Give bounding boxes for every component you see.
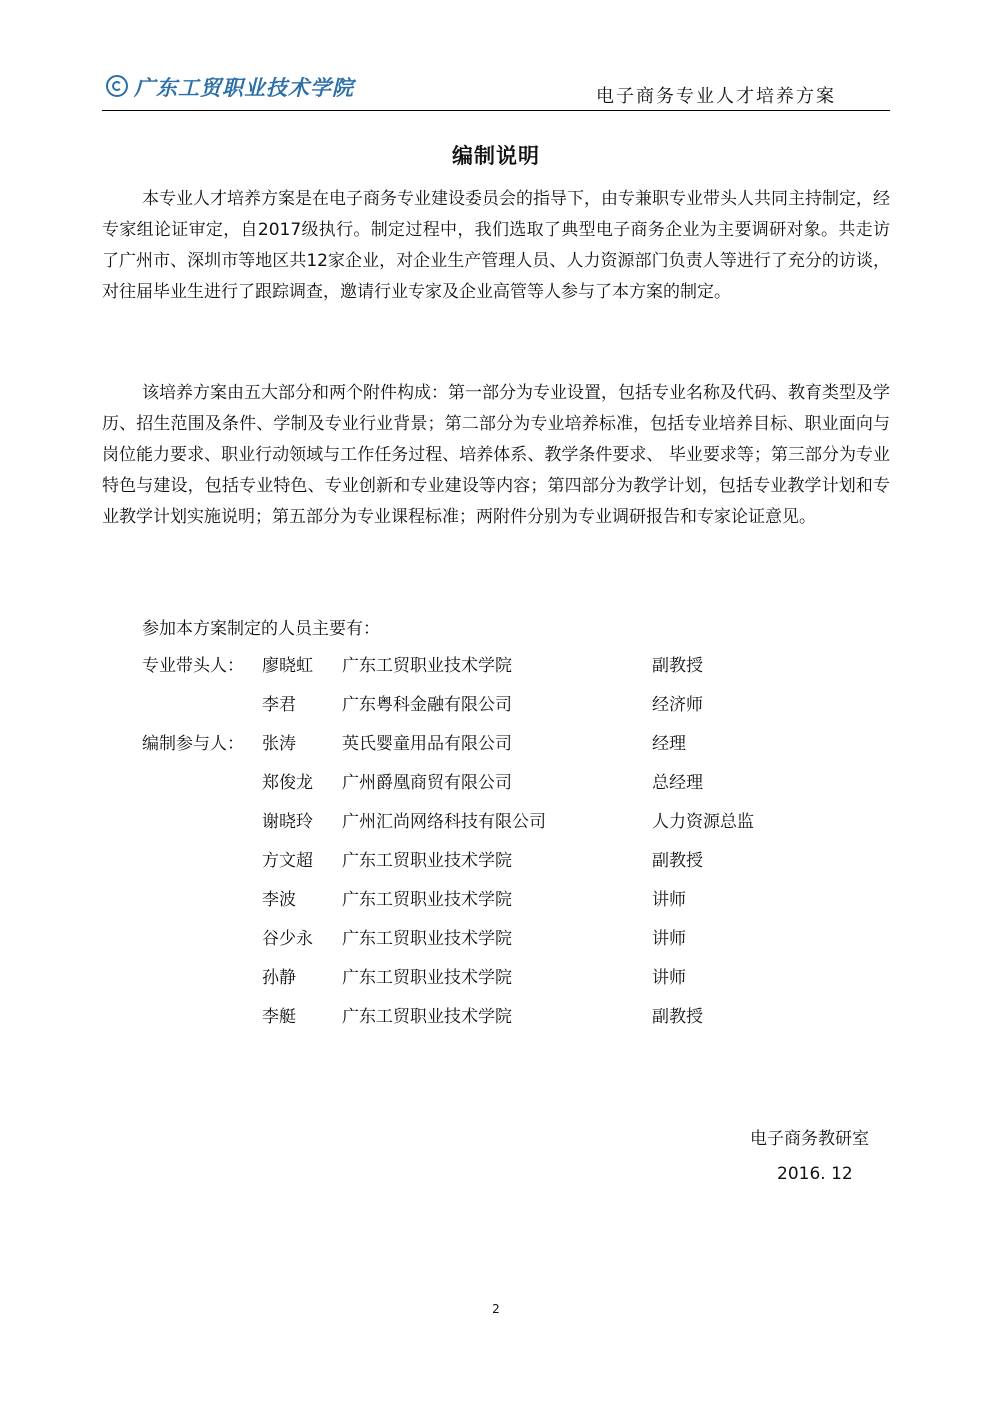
staff-organization: 广州汇尚网络科技有限公司 — [342, 812, 546, 832]
paragraph-2: 该培养方案由五大部分和两个附件构成：第一部分为专业设置，包括专业名称及代码、教育类型及学历、招生范围及条件、学制及专业行业背景；第二部分为专业培养标准，包括专业培养目标、职业面向与岗位能力要求、职业行动领域与工作任务过程、培养体系、教学条件要求、 毕业要求等；第三部分为专业特色与建设，包括专业特色、专业创新和专业建设等内容；第四部分为教学计划，包括专业教学计划和专业教学计划实施说明；第五部分为专业课程标准；两附件分别为专业调研报告和专家论证意见。 — [102, 383, 890, 527]
staff-title: 讲师 — [652, 890, 686, 910]
staff-row — [0, 1002, 992, 1041]
staff-list — [0, 651, 992, 1041]
college-logo-icon — [106, 75, 128, 97]
staff-name: 谷少永 — [262, 929, 313, 949]
staff-organization: 广东工贸职业技术学院 — [342, 929, 512, 949]
staff-name: 谢晓玲 — [262, 812, 313, 832]
staff-organization: 广东工贸职业技术学院 — [342, 851, 512, 871]
staff-title: 讲师 — [652, 968, 686, 988]
staff-row — [0, 651, 992, 690]
signature: 电子商务教研室 — [750, 1129, 869, 1149]
staff-role: 编制参与人： — [142, 734, 244, 754]
staff-organization: 广州爵凰商贸有限公司 — [342, 773, 512, 793]
staff-row — [0, 963, 992, 1002]
staff-title: 人力资源总监 — [652, 812, 754, 832]
staff-organization: 广东工贸职业技术学院 — [342, 1007, 512, 1027]
staff-row — [0, 690, 992, 729]
signature-date: 2016. 12 — [777, 1164, 853, 1184]
staff-name: 李君 — [262, 695, 296, 715]
staff-intro: 参加本方案制定的人员主要有： — [142, 619, 380, 639]
staff-row — [0, 924, 992, 963]
staff-title: 经济师 — [652, 695, 703, 715]
staff-name: 方文超 — [262, 851, 313, 871]
staff-organization: 广东工贸职业技术学院 — [342, 968, 512, 988]
college-logo-text: 广东工贸职业技术学院 — [134, 75, 354, 100]
staff-row — [0, 729, 992, 768]
staff-row — [0, 807, 992, 846]
staff-row — [0, 768, 992, 807]
staff-role: 专业带头人： — [142, 656, 244, 676]
staff-name: 郑俊龙 — [262, 773, 313, 793]
staff-row — [0, 846, 992, 885]
paragraph-1: 本专业人才培养方案是在电子商务专业建设委员会的指导下，由专兼职专业带头人共同主持制定，经专家组论证审定，自2017级执行。制定过程中，我们选取了典型电子商务企业为主要调研对象。共走访了广州市、深圳市等地区共12家企业，对企业生产管理人员、人力资源部门负责人等进行了充分的访谈，对往届毕业生进行了跟踪调查，邀请行业专家及企业高管等人参与了本方案的制定。 — [102, 189, 890, 302]
staff-organization: 广东工贸职业技术学院 — [342, 890, 512, 910]
staff-organization: 广东工贸职业技术学院 — [342, 656, 512, 676]
page-header — [102, 72, 890, 111]
page-number: 2 — [492, 1302, 500, 1316]
staff-name: 李艇 — [262, 1007, 296, 1027]
page-title: 编制说明 — [452, 144, 540, 168]
staff-name: 廖晓虹 — [262, 656, 313, 676]
staff-organization: 广东粤科金融有限公司 — [342, 695, 512, 715]
staff-title: 副教授 — [652, 851, 703, 871]
staff-title: 讲师 — [652, 929, 686, 949]
staff-name: 孙静 — [262, 968, 296, 988]
staff-title: 副教授 — [652, 1007, 703, 1027]
header-title: 电子商务专业人才培养方案 — [596, 86, 836, 107]
staff-title: 副教授 — [652, 656, 703, 676]
staff-row — [0, 885, 992, 924]
staff-organization: 英氏婴童用品有限公司 — [342, 734, 512, 754]
staff-name: 张涛 — [262, 734, 296, 754]
staff-title: 经理 — [652, 734, 686, 754]
staff-name: 李波 — [262, 890, 296, 910]
staff-title: 总经理 — [652, 773, 703, 793]
